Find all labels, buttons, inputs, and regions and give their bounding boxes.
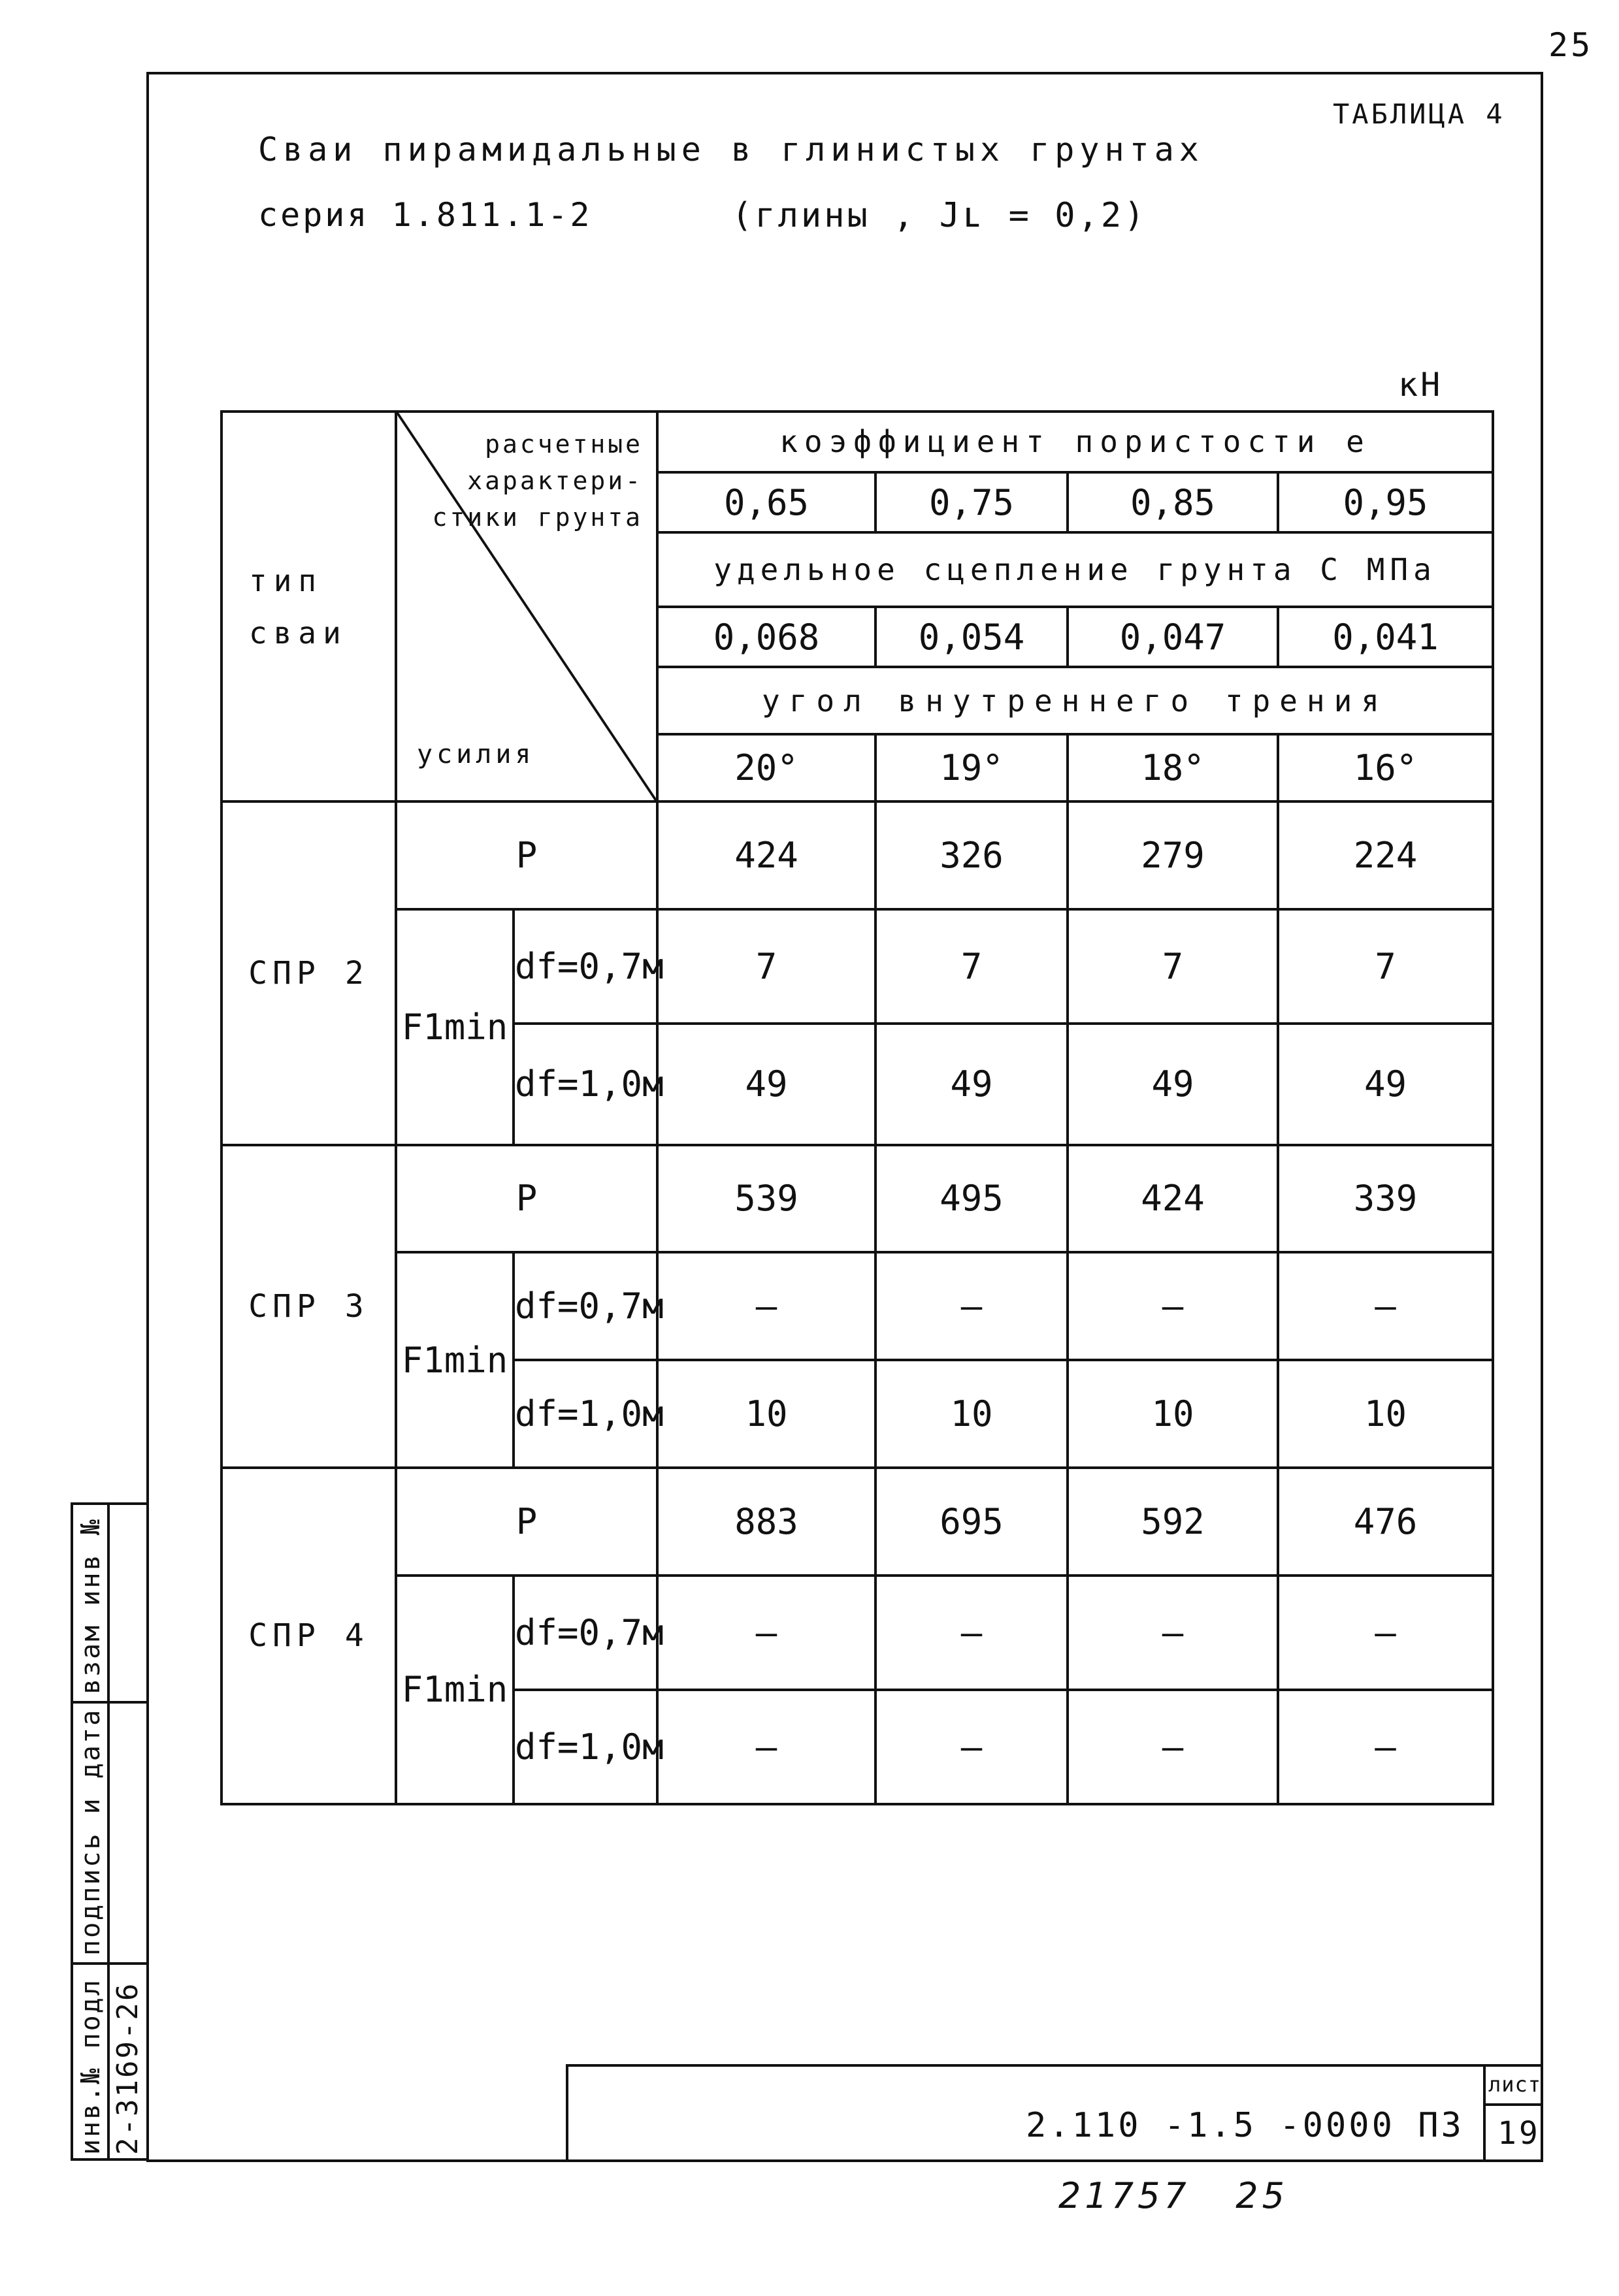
cell-value: 49 — [657, 1024, 875, 1144]
cell-value: 279 — [1068, 801, 1278, 909]
cell-value: 224 — [1278, 801, 1493, 909]
porosity-value-4: 0,95 — [1278, 472, 1493, 533]
p-label: Р — [396, 1468, 657, 1576]
df-label: df=0,7м — [514, 909, 657, 1024]
cell-value: — — [1278, 1576, 1493, 1690]
porosity-value-3: 0,85 — [1068, 472, 1278, 533]
df-label: df=1,0м — [514, 1024, 657, 1144]
cell-value: 695 — [875, 1468, 1068, 1576]
inv-original-label: инв.№ подл — [76, 1978, 106, 2155]
cell-value: 476 — [1278, 1468, 1493, 1576]
porosity-value-2: 0,75 — [875, 472, 1068, 533]
cell-value: — — [1278, 1252, 1493, 1360]
p-label: Р — [396, 1145, 657, 1253]
cell-value: — — [875, 1576, 1068, 1690]
cohesion-value-4: 0,041 — [1278, 607, 1493, 668]
inv-value: 2-3169-26 — [111, 1981, 144, 2155]
cell-value: 539 — [657, 1145, 875, 1253]
cohesion-value-2: 0,054 — [875, 607, 1068, 668]
cell-value: 424 — [1068, 1145, 1278, 1253]
signature-date-label: подпись и дата — [76, 1707, 106, 1956]
cell-value: 49 — [1278, 1024, 1493, 1144]
sheet-box — [1483, 2067, 1543, 2162]
diag-bottom-label: усилия — [417, 739, 535, 769]
cell-value: 424 — [657, 801, 875, 909]
title-block — [566, 2064, 1541, 2162]
friction-value-3: 18° — [1068, 734, 1278, 801]
df-label: df=1,0м — [514, 1360, 657, 1468]
friction-label: угол внутреннего трения — [657, 667, 1493, 734]
f1min-label: F1min — [396, 1576, 514, 1804]
table-label: ТАБЛИЦА 4 — [1333, 98, 1505, 130]
cohesion-value-1: 0,068 — [657, 607, 875, 668]
pile-type-header-text: тип сваи — [249, 562, 348, 651]
df-label: df=1,0м — [514, 1690, 657, 1804]
unit-label: кН — [1398, 366, 1443, 404]
cohesion-value-3: 0,047 — [1068, 607, 1278, 668]
sheet-label: лист — [1488, 2072, 1542, 2097]
cell-value: 592 — [1068, 1468, 1278, 1576]
title-line-2-left: серия 1.811.1-2 — [258, 196, 593, 234]
cohesion-label: удельное сцепление грунта С МПа — [657, 532, 1493, 606]
replace-inv-label: взам инв № — [76, 1517, 106, 1694]
diag-top-label: расчетные характери-стики грунта — [432, 430, 643, 532]
cell-value: 7 — [875, 909, 1068, 1024]
cell-value: — — [1278, 1690, 1493, 1804]
cell-value: 7 — [1068, 909, 1278, 1024]
title-line-1: Сваи пирамидальные в глинистых грунтах — [258, 131, 1204, 169]
cell-value: — — [1068, 1252, 1278, 1360]
pile-type-spr2: СПР 2 — [221, 801, 396, 1144]
p-label: Р — [396, 801, 657, 909]
side-stamp — [71, 1502, 149, 2161]
cell-value: 10 — [875, 1360, 1068, 1468]
porosity-value-1: 0,65 — [657, 472, 875, 533]
f1min-label: F1min — [396, 1252, 514, 1468]
sheet-number: 19 — [1497, 2115, 1541, 2152]
porosity-label: коэффициент пористости е — [657, 412, 1493, 472]
cell-value: 10 — [1278, 1360, 1493, 1468]
cell-value: 883 — [657, 1468, 875, 1576]
cell-value: 339 — [1278, 1145, 1493, 1253]
cell-value: 49 — [1068, 1024, 1278, 1144]
cell-value: 326 — [875, 801, 1068, 909]
cell-value: — — [1068, 1690, 1278, 1804]
cell-value: — — [875, 1690, 1068, 1804]
cell-value: 7 — [1278, 909, 1493, 1024]
cell-value: 7 — [657, 909, 875, 1024]
df-label: df=0,7м — [514, 1252, 657, 1360]
cell-value: — — [657, 1252, 875, 1360]
pile-type-spr3: СПР 3 — [221, 1145, 396, 1468]
cell-value: 10 — [1068, 1360, 1278, 1468]
f1min-label: F1min — [396, 909, 514, 1144]
cell-value: — — [1068, 1576, 1278, 1690]
title-line-2-right: (глины , Jʟ = 0,2) — [732, 196, 1147, 235]
friction-value-2: 19° — [875, 734, 1068, 801]
friction-value-1: 20° — [657, 734, 875, 801]
bottom-note: 21757 25 — [1058, 2175, 1288, 2216]
cell-value: 10 — [657, 1360, 875, 1468]
friction-value-4: 16° — [1278, 734, 1493, 801]
pile-type-spr4: СПР 4 — [221, 1468, 396, 1804]
pile-type-header — [221, 412, 396, 801]
pile-load-table — [220, 410, 1494, 1805]
page-number: 25 — [1548, 26, 1594, 64]
cell-value: — — [657, 1690, 875, 1804]
diagonal-header — [396, 412, 657, 801]
cell-value: 49 — [875, 1024, 1068, 1144]
cell-value: — — [875, 1252, 1068, 1360]
doc-code: 2.110 -1.5 -0000 ПЗ — [1026, 2106, 1464, 2145]
cell-value: — — [657, 1576, 875, 1690]
cell-value: 495 — [875, 1145, 1068, 1253]
df-label: df=0,7м — [514, 1576, 657, 1690]
